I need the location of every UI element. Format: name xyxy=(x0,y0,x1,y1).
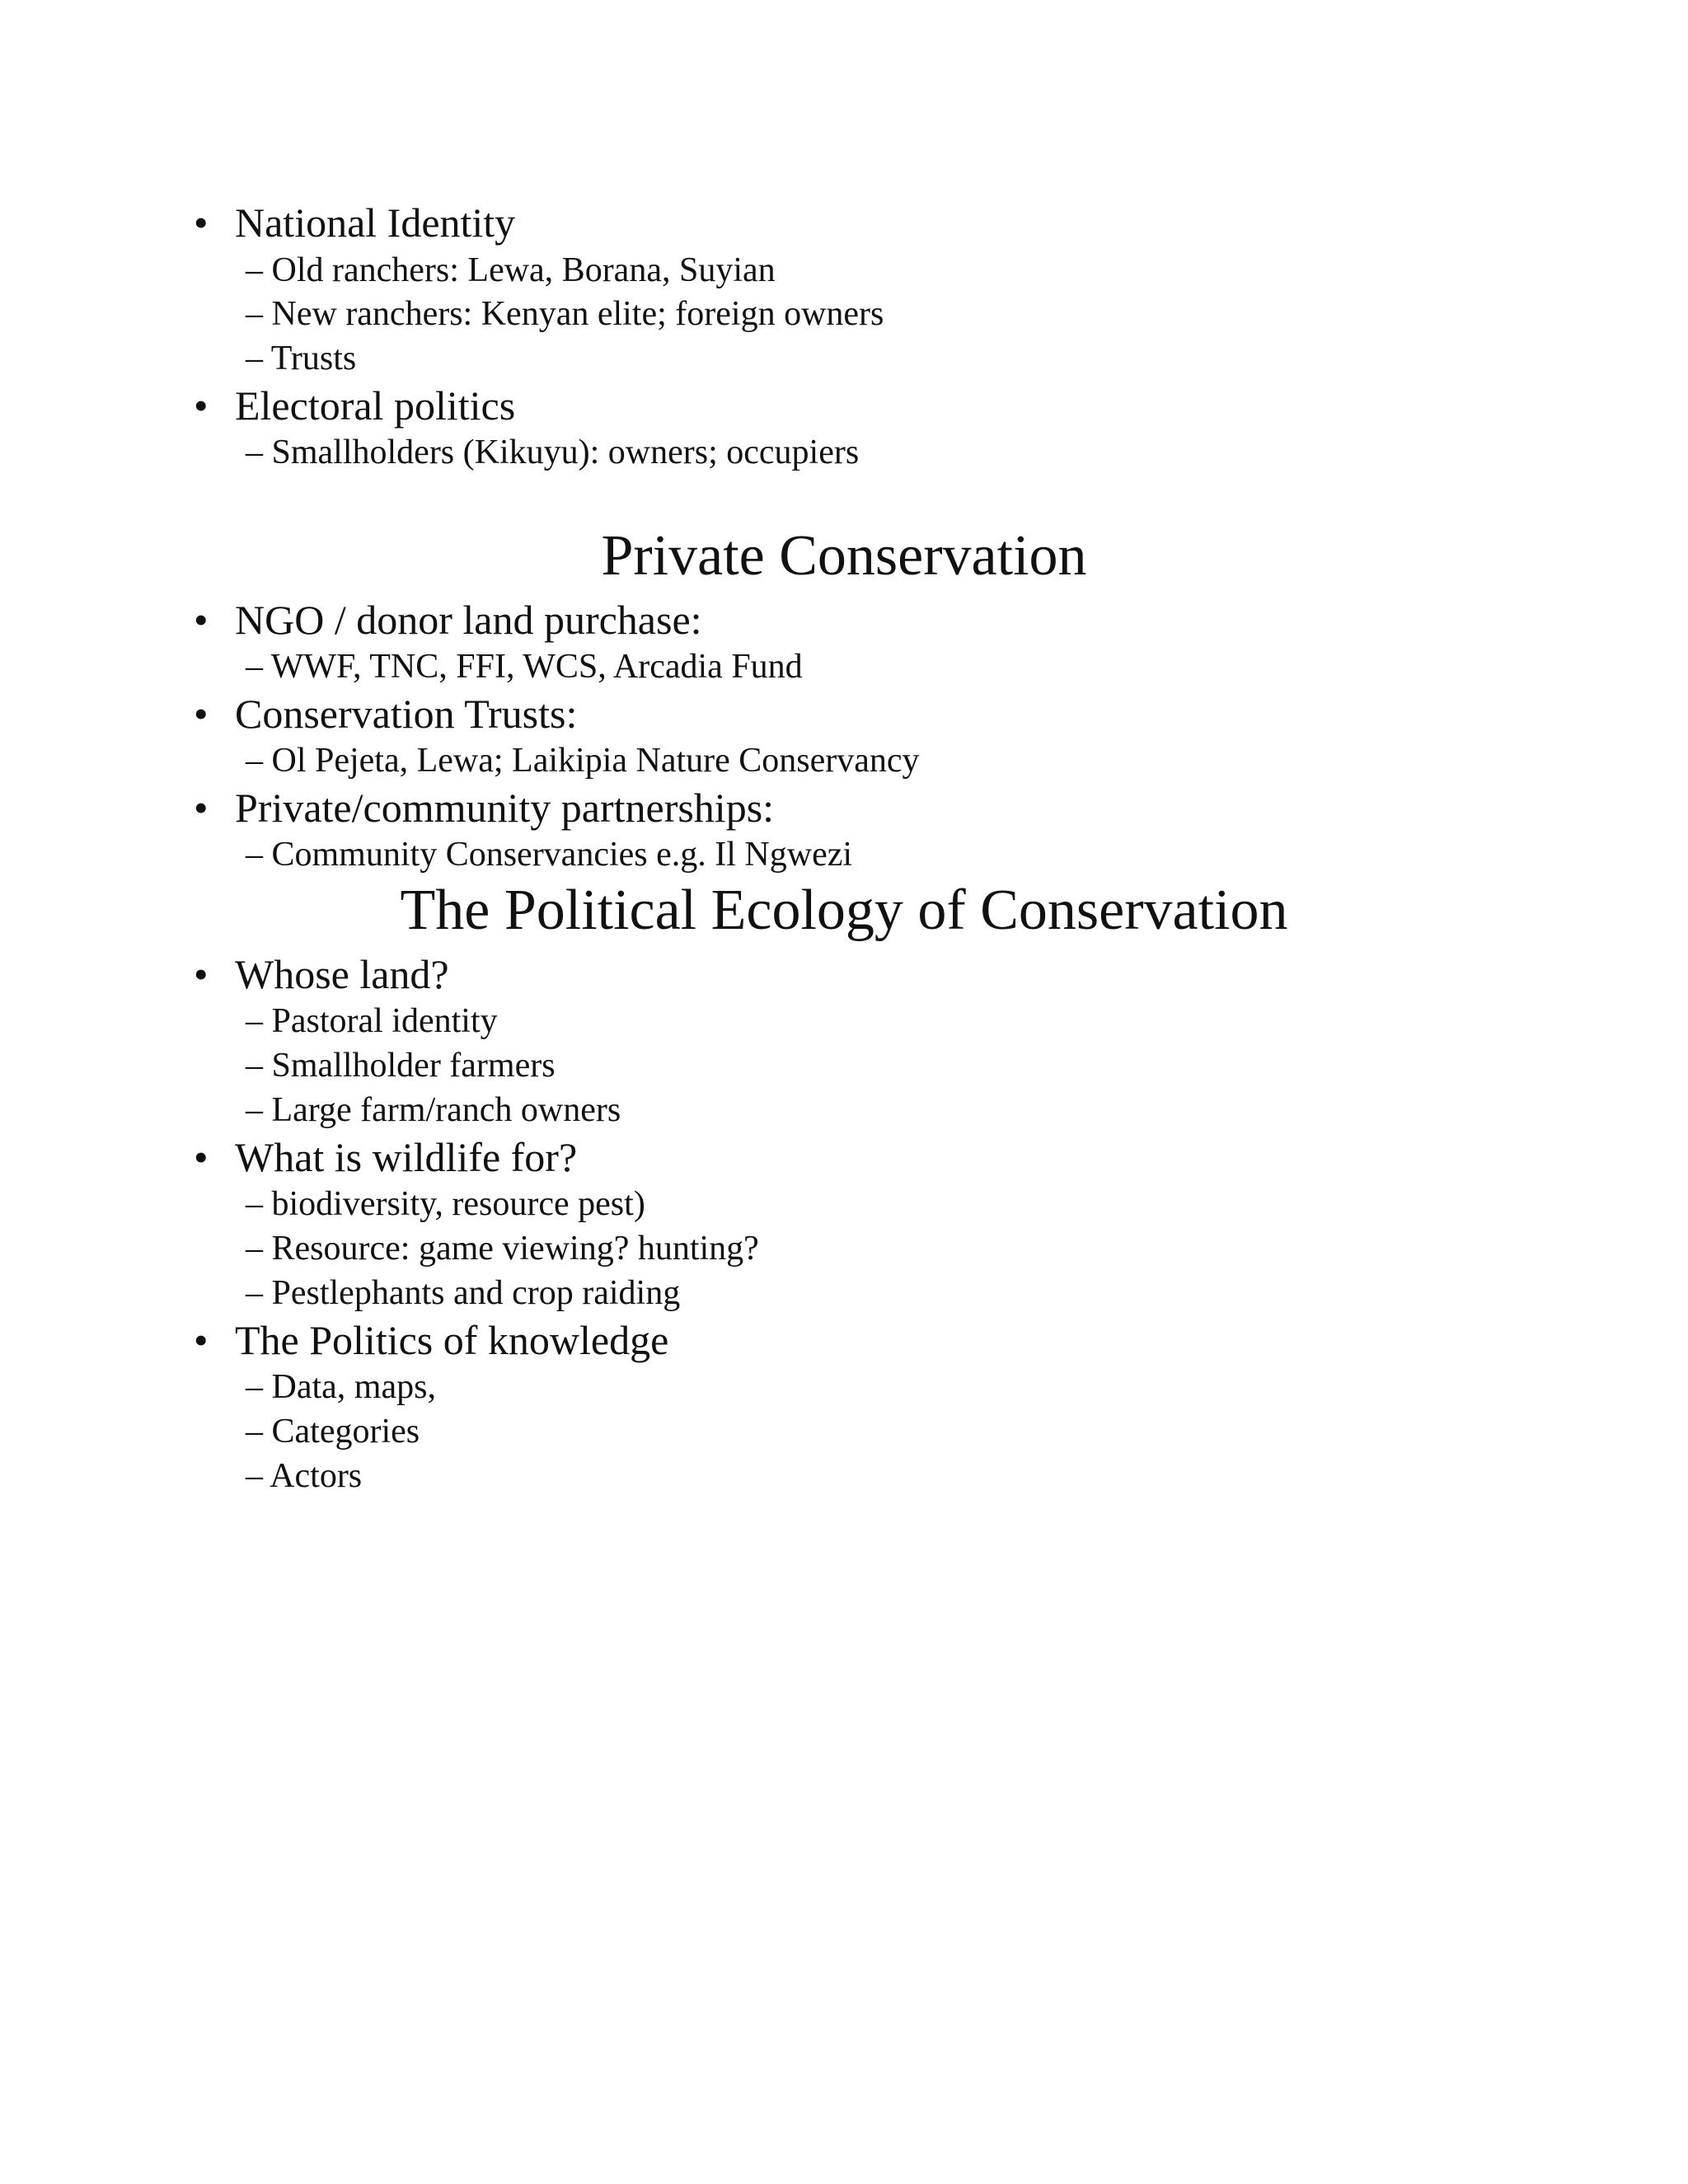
bullet-item xyxy=(194,1134,578,1180)
bullet-text: National Identity xyxy=(235,199,516,246)
bullet-symbol: • xyxy=(194,597,209,643)
sub-item: – biodiversity, resource pest) xyxy=(246,1185,645,1223)
bullet-symbol: • xyxy=(194,785,209,831)
bullet-symbol: • xyxy=(194,691,209,737)
sub-item: – Resource: game viewing? hunting? xyxy=(246,1230,759,1268)
bullet-symbol: • xyxy=(194,1317,209,1363)
bullet-item xyxy=(194,597,702,643)
bullet-item xyxy=(194,785,775,831)
bullet-symbol: • xyxy=(194,199,209,246)
bullet-symbol: • xyxy=(194,382,209,429)
sub-item: – WWF, TNC, FFI, WCS, Arcadia Fund xyxy=(246,648,803,686)
bullet-item xyxy=(194,199,516,246)
section-heading: Private Conservation xyxy=(601,524,1087,588)
sub-item: – Pestlephants and crop raiding xyxy=(246,1274,681,1312)
bullet-text: Conservation Trusts: xyxy=(235,691,578,737)
bullet-symbol: • xyxy=(194,951,209,997)
sub-item: – Community Conservancies e.g. Il Ngwezi xyxy=(246,836,853,874)
bullet-symbol: • xyxy=(194,1134,209,1180)
bullet-item xyxy=(194,951,449,997)
section-heading: The Political Ecology of Conservation xyxy=(400,879,1288,942)
sub-item: – Old ranchers: Lewa, Borana, Suyian xyxy=(246,251,776,289)
sub-item: – Ol Pejeta, Lewa; Laikipia Nature Conservancy xyxy=(246,742,920,780)
sub-item: – Categories xyxy=(246,1413,420,1451)
bullet-text: Private/community partnerships: xyxy=(235,785,775,831)
sub-item: – New ranchers: Kenyan elite; foreign owners xyxy=(246,295,884,333)
sub-item: – Smallholder farmers xyxy=(246,1047,556,1085)
sub-item: – Data, maps, xyxy=(246,1368,436,1406)
bullet-text: NGO / donor land purchase: xyxy=(235,597,702,643)
sub-item: – Pastoral identity xyxy=(246,1002,498,1040)
bullet-item xyxy=(194,691,578,737)
sub-item: – Actors xyxy=(246,1457,363,1495)
bullet-text: What is wildlife for? xyxy=(235,1134,578,1180)
bullet-text: Whose land? xyxy=(235,951,449,997)
bullet-text: The Politics of knowledge xyxy=(235,1317,669,1363)
sub-item: – Large farm/ranch owners xyxy=(246,1091,621,1129)
sub-item: – Trusts xyxy=(246,340,357,377)
bullet-item xyxy=(194,382,516,429)
bullet-item xyxy=(194,1319,668,1361)
sub-item: – Smallholders (Kikuyu): owners; occupiers xyxy=(246,434,860,471)
bullet-text: Electoral politics xyxy=(235,382,516,429)
